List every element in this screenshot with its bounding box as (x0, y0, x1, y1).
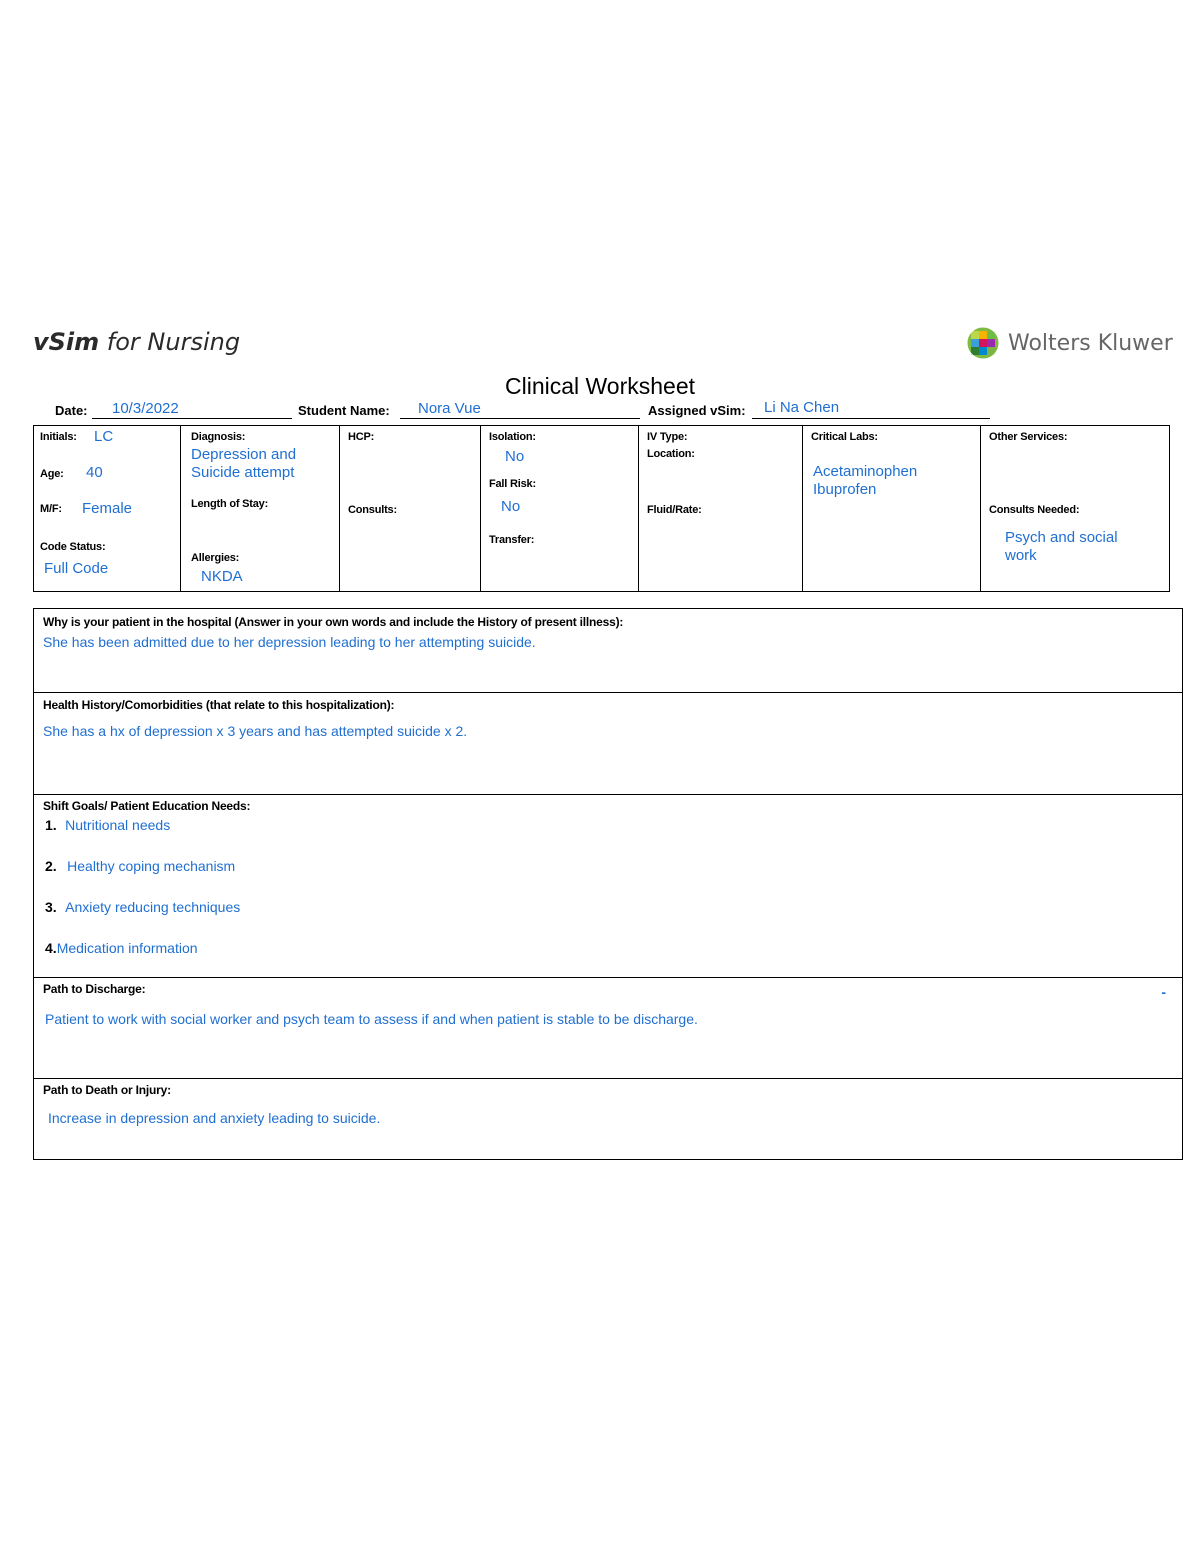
age-field[interactable]: 40 (86, 464, 103, 481)
isolation-cell (481, 426, 639, 591)
path-to-death-field[interactable]: Increase in depression and anxiety leading to suicide. (48, 1110, 381, 1126)
location-label: Location: (647, 448, 695, 460)
discharge-mark: - (1161, 984, 1166, 1000)
allergies-field[interactable]: NKDA (201, 568, 243, 585)
goal-item-1 (45, 817, 170, 835)
goal-item-3 (45, 899, 240, 917)
critical-labs-field-line1[interactable]: Acetaminophen (813, 463, 918, 480)
student-underline (400, 418, 640, 419)
date-underline (92, 418, 292, 419)
diagnosis-field-line1[interactable]: Depression and (191, 446, 297, 463)
goal-field[interactable]: Medication information (56, 940, 198, 956)
mf-field[interactable]: Female (82, 500, 133, 517)
shift-goals-section (34, 794, 1182, 977)
diagnosis-field-line2[interactable]: Suicide attempt (191, 464, 295, 481)
wolters-kluwer-logo-icon (966, 326, 1000, 360)
why-in-hospital-field[interactable]: She has been admitted due to her depression leading to her attempting suicide. (43, 634, 536, 650)
consults-needed-label: Consults Needed: (989, 504, 1080, 516)
vsim-brand (33, 328, 240, 356)
goal-number: 2. (45, 858, 57, 874)
goal-number: 3. (45, 899, 57, 915)
path-to-discharge-label: Path to Discharge: (43, 982, 146, 996)
initials-label: Initials: (40, 431, 77, 443)
critical-labs-cell (803, 426, 981, 591)
goal-field[interactable]: Nutritional needs (65, 817, 171, 833)
publisher-logo (966, 326, 1173, 360)
goal-field[interactable]: Anxiety reducing techniques (65, 899, 241, 915)
goal-item-4 (45, 940, 198, 958)
health-history-label: Health History/Comorbidities (that relate to this hospitalization): (43, 698, 395, 712)
length-of-stay-label: Length of Stay: (191, 498, 269, 510)
date-field[interactable]: 10/3/2022 (112, 400, 179, 417)
goal-number: 1. (45, 817, 57, 833)
page-title: Clinical Worksheet (504, 373, 696, 399)
health-history-field[interactable]: She has a hx of depression x 3 years and has attempted suicide x 2. (43, 723, 468, 739)
path-to-discharge-field[interactable]: Patient to work with social worker and psych team to assess if and when patient is stable to be discharge. (45, 1011, 698, 1027)
other-services-cell (981, 426, 1169, 591)
assigned-vsim-label: Assigned vSim: (648, 403, 746, 418)
path-to-discharge-section (34, 977, 1182, 1078)
shift-goals-label: Shift Goals/ Patient Education Needs: (43, 799, 251, 813)
brand-strong: vSim (33, 328, 100, 356)
consults-needed-field-line2[interactable]: work (1005, 547, 1037, 564)
iv-type-label: IV Type: (647, 431, 688, 443)
hcp-cell (340, 426, 481, 591)
student-name-label: Student Name: (298, 403, 390, 418)
vsim-underline (752, 418, 990, 419)
assigned-vsim-field[interactable]: Li Na Chen (764, 399, 840, 416)
patient-demographics-cell (34, 426, 181, 591)
age-label: Age: (40, 468, 64, 480)
student-name-field[interactable]: Nora Vue (418, 400, 481, 417)
isolation-label: Isolation: (489, 431, 536, 443)
code-status-field[interactable]: Full Code (44, 560, 109, 577)
other-services-label: Other Services: (989, 431, 1068, 443)
path-to-death-section (34, 1078, 1182, 1161)
goal-item-2 (45, 858, 235, 876)
iv-cell (639, 426, 803, 591)
transfer-label: Transfer: (489, 534, 535, 546)
date-label: Date: (55, 403, 88, 418)
critical-labs-label: Critical Labs: (811, 431, 878, 443)
allergies-label: Allergies: (191, 552, 240, 564)
why-in-hospital-label: Why is your patient in the hospital (Answer in your own words and include the History of present illness): (43, 615, 624, 629)
mf-label: M/F: (40, 503, 62, 515)
initials-field[interactable]: LC (94, 428, 114, 445)
isolation-field[interactable]: No (505, 448, 525, 465)
fall-risk-label: Fall Risk: (489, 478, 536, 490)
publisher-name: Wolters Kluwer (1008, 330, 1173, 356)
fluid-rate-label: Fluid/Rate: (647, 504, 702, 516)
path-to-death-label: Path to Death or Injury: (43, 1083, 171, 1097)
diagnosis-label: Diagnosis: (191, 431, 246, 443)
fall-risk-field[interactable]: No (501, 498, 521, 515)
consults-label: Consults: (348, 504, 397, 516)
goal-field[interactable]: Healthy coping mechanism (67, 858, 236, 874)
consults-needed-field-line1[interactable]: Psych and social (1005, 529, 1118, 546)
code-status-label: Code Status: (40, 541, 106, 553)
why-in-hospital-section (34, 609, 1182, 692)
critical-labs-field-line2[interactable]: Ibuprofen (813, 481, 877, 498)
patient-info-grid (33, 425, 1170, 592)
goal-number: 4. (45, 940, 57, 956)
narrative-sections (33, 608, 1183, 1160)
brand-rest: for Nursing (99, 328, 241, 356)
health-history-section (34, 692, 1182, 794)
hcp-label: HCP: (348, 431, 375, 443)
diagnosis-cell (181, 426, 340, 591)
